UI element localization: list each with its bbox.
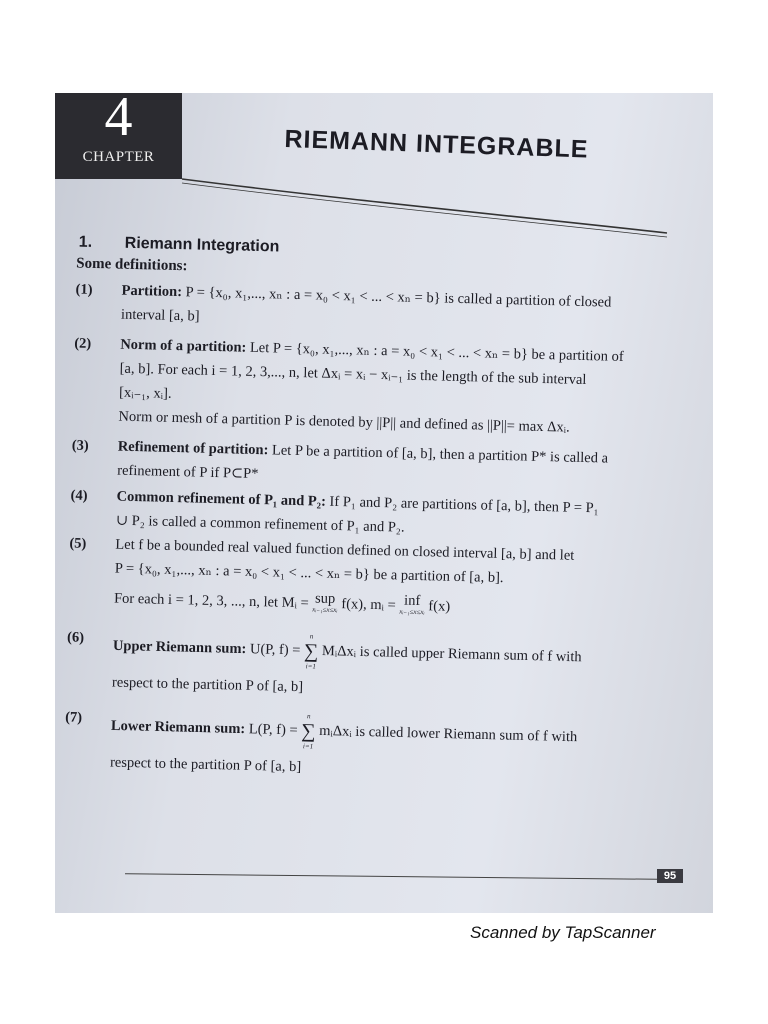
chapter-badge: [55, 93, 182, 179]
inf-operator: [399, 592, 425, 618]
item-text: interval [a, b]: [120, 306, 200, 325]
page-number: 95: [657, 869, 683, 883]
item-text: refinement of P if P⊂P*: [117, 462, 259, 483]
item-text: mᵢΔxᵢ is called lower Riemann sum of f with: [318, 722, 578, 746]
sum-lower-limit: i=1: [302, 742, 314, 751]
summation-symbol: [301, 711, 316, 751]
section-heading: [79, 234, 280, 257]
item-text: Let P = {x₀, x₁,..., xₙ : a = x₀ < x₁ < ... < xₙ = b} be a partition of: [249, 339, 624, 365]
item-term: Norm of a partition:: [120, 336, 247, 356]
inf-label: inf: [403, 592, 421, 609]
item-text: [xᵢ₋₁, xᵢ].: [118, 384, 172, 402]
item-text: For each i = 1, 2, 3, ..., n, let Mᵢ =: [113, 590, 309, 612]
sup-label: sup: [314, 590, 336, 607]
inf-limits: xᵢ₋₁≤x≤xᵢ: [399, 607, 425, 616]
scanner-watermark: Scanned by TapScanner: [470, 923, 656, 942]
sigma-icon: ∑: [301, 720, 316, 743]
book-page: [55, 93, 713, 913]
item-number: (3): [71, 437, 89, 454]
chapter-label: CHAPTER: [82, 149, 155, 165]
item-term: Refinement of partition:: [117, 438, 269, 459]
item-text: Norm or mesh of a partition P is denoted by ||P|| and defined as ||P||= max Δxᵢ.: [118, 408, 570, 436]
summation-symbol: [304, 631, 319, 671]
item-text: f(x): [428, 598, 451, 615]
chapter-content: [55, 233, 713, 829]
sigma-icon: ∑: [303, 640, 319, 663]
sup-operator: [312, 590, 338, 616]
section-title: Riemann Integration: [124, 234, 280, 256]
item-term: Partition:: [121, 282, 183, 301]
item-text: respect to the partition P of [a, b]: [109, 754, 302, 776]
item-number: (7): [64, 709, 83, 726]
item-text: respect to the partition P of [a, b]: [111, 674, 304, 696]
item-number: (2): [74, 335, 92, 352]
item-text: If P₁ and P₂ are partitions of [a, b], then P = P₁: [329, 493, 599, 517]
item-text: MᵢΔxᵢ is called upper Riemann sum of f with: [321, 642, 582, 666]
item-text: [a, b]. For each i = 1, 2, 3,..., n, let Δxᵢ = xᵢ − xᵢ₋₁ is the length of the sub interval: [119, 360, 587, 389]
item-number: (4): [70, 487, 88, 504]
sum-upper-limit: n: [306, 712, 311, 721]
item-number: (6): [66, 629, 85, 646]
item-text: Let P be a partition of [a, b], then a partition P* is called a: [271, 442, 609, 467]
item-text: P = {x₀, x₁,..., xₙ : a = x₀ < x₁ < ... < xₙ = b} is called a partition of closed: [185, 284, 612, 311]
item-text: ∪ P₂ is called a common refinement of P₁ and P₂.: [115, 512, 405, 536]
item-term: Common refinement of P₁ and P₂:: [116, 488, 327, 510]
item-term: Lower Riemann sum:: [110, 717, 246, 738]
item-number: (5): [69, 535, 87, 552]
sup-limits: xᵢ₋₁≤x≤xᵢ: [312, 605, 338, 614]
item-text: U(P, f) =: [249, 641, 301, 659]
item-text: L(P, f) =: [248, 721, 298, 739]
footer-rule: [125, 873, 657, 880]
item-text: P = {x₀, x₁,..., xₙ : a = x₀ < x₁ < ... < xₙ = b} be a partition of [a, b].: [114, 560, 504, 587]
section-number: 1.: [78, 233, 93, 251]
sum-lower-limit: i=1: [305, 662, 316, 671]
some-definitions-label: Some definitions:: [76, 255, 188, 275]
sum-upper-limit: n: [309, 632, 314, 641]
item-number: (1): [75, 281, 93, 298]
item-term: Upper Riemann sum:: [112, 637, 247, 658]
title-underline: [55, 173, 713, 243]
item-text: f(x), mᵢ =: [341, 596, 396, 614]
chapter-number: 4: [104, 93, 133, 148]
chapter-title: RIEMANN INTEGRABLE: [284, 125, 589, 164]
item-text: Let f be a bounded real valued function defined on closed interval [a, b] and let: [115, 536, 575, 564]
